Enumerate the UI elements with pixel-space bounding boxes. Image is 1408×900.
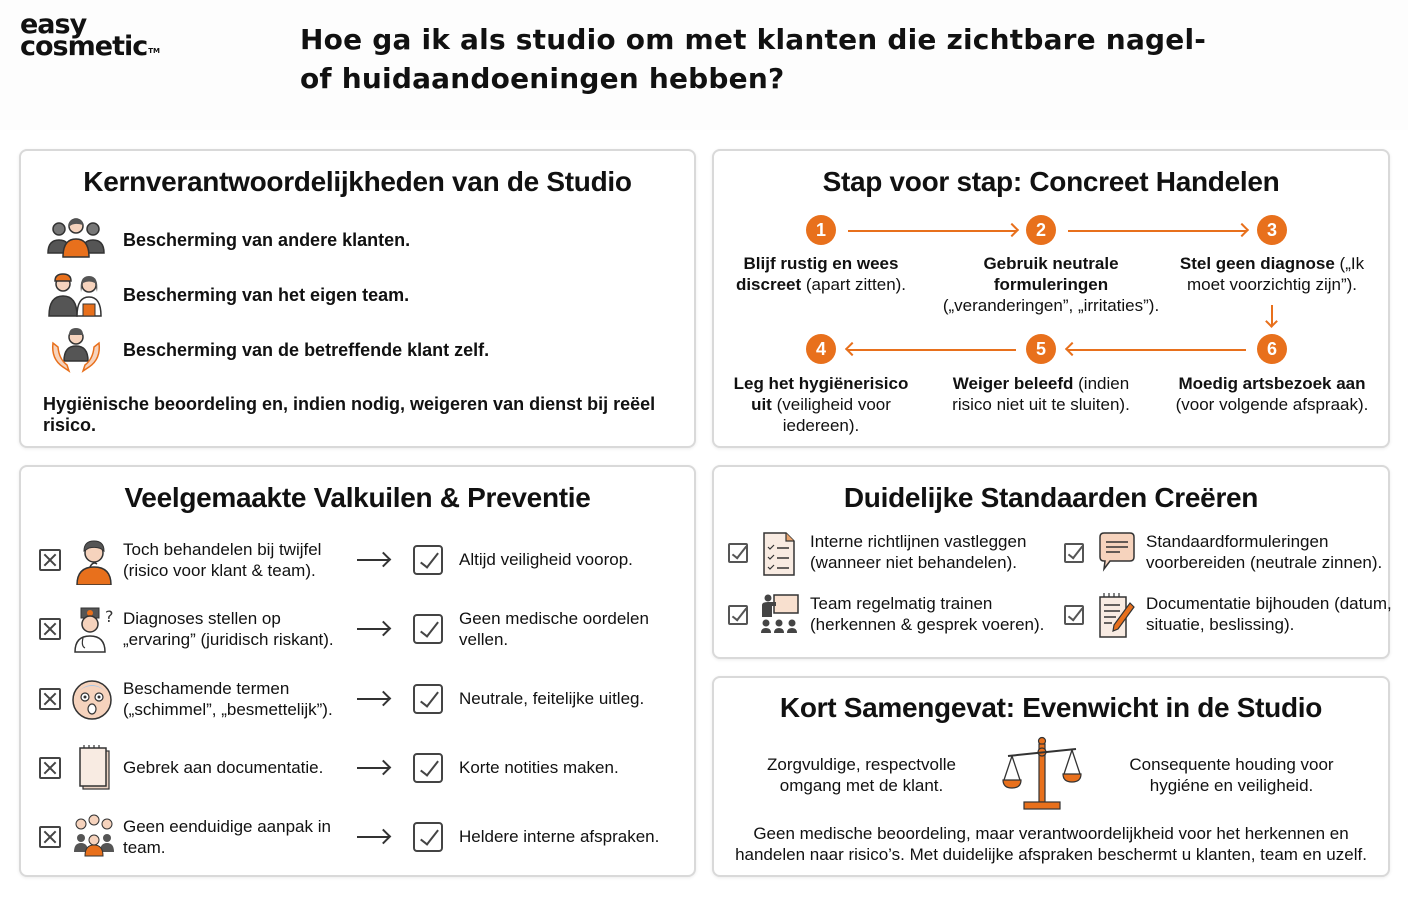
step-bold: Gebruik neutrale formuleringen — [983, 254, 1119, 294]
card-summary — [712, 676, 1390, 877]
checkbox-checked-icon — [728, 605, 748, 625]
step-detail: („veranderingen”, „irritaties”). — [942, 296, 1160, 315]
x-box-icon — [39, 549, 61, 571]
arrow-right-icon — [357, 559, 389, 561]
responsibility-label: Bescherming van andere klanten. — [123, 229, 411, 250]
arrow-left-icon — [1068, 349, 1246, 351]
speech-bubble-icon — [1096, 531, 1136, 577]
page-title: Hoe ga ik als studio om met klanten die zichtbare nagel- of huidaandoeningen hebben? — [300, 23, 1207, 95]
page-header — [0, 0, 1408, 130]
shocked-face-icon — [71, 676, 117, 724]
step-bold: Weiger beleefd — [952, 374, 1074, 393]
pitfall-text: Beschamende termen („schimmel”, „besmettelijk”). — [123, 679, 333, 719]
summary-footer-text: Geen medische beoordeling, maar verantwoordelijkheid voor het herkennen en handelen naar risico’s. Met duidelijke afspraken beschermt u klanten, team en uzelf. — [735, 824, 1367, 864]
group-people-icon — [45, 215, 107, 265]
pitfall-row — [37, 676, 677, 724]
responsibility-item — [45, 325, 489, 375]
card-clear-standards — [712, 465, 1390, 659]
x-box-icon — [39, 826, 61, 848]
card-title: Duidelijke Standaarden Creëren — [843, 482, 1259, 513]
notepad-pencil-icon — [1096, 593, 1136, 639]
step-text — [721, 373, 921, 436]
pitfall-text: Diagnoses stellen op „ervaring” (juridisch riskant). — [123, 609, 334, 649]
step-number-badge: 1 — [806, 215, 836, 245]
checkbox-checked-icon — [413, 545, 443, 575]
step-detail: (apart zitten). — [801, 275, 907, 294]
standard-item — [1064, 531, 1394, 581]
team-staff-icon — [45, 270, 107, 320]
x-box-icon — [39, 688, 61, 710]
doubtful-person-icon — [71, 537, 117, 585]
card-title: Veelgemaakte Valkuilen & Preventie — [124, 482, 591, 513]
step-text — [1162, 373, 1382, 415]
checkbox-checked-icon — [1064, 543, 1084, 563]
prevention-text: Altijd veiligheid voorop. — [459, 550, 633, 569]
card-title: Kort Samengevat: Evenwicht in de Studio — [779, 692, 1323, 723]
responsibility-summary: Hygiënische beoordeling en, indien nodig, weigeren van dienst bij reëel risico. — [43, 394, 656, 435]
checkbox-checked-icon — [413, 684, 443, 714]
step-number-badge: 2 — [1026, 215, 1056, 245]
step-text — [941, 373, 1141, 415]
step-bold: Stel geen diagnose — [1179, 254, 1335, 273]
step-detail: (veiligheid voor iedereen). — [771, 395, 891, 435]
card-core-responsibilities — [19, 149, 696, 448]
card-title: Stap voor stap: Concreet Handelen — [822, 166, 1280, 197]
prevention-text: Heldere interne afspraken. — [459, 827, 660, 846]
pitfall-text: Toch behandelen bij twijfel (risico voor klant & team). — [123, 540, 322, 580]
checklist-document-icon — [760, 531, 800, 577]
logo-line-2 — [20, 31, 160, 62]
responsibility-item — [45, 215, 410, 265]
x-box-icon — [39, 757, 61, 779]
step-bold: Blijf rustig en wees discreet — [735, 254, 899, 294]
card-step-by-step — [712, 149, 1390, 448]
checkbox-checked-icon — [413, 822, 443, 852]
arrow-right-icon — [1068, 230, 1246, 232]
card-title: Kernverantwoordelijkheden van de Studio — [83, 166, 632, 197]
responsibility-label: Bescherming van de betreffende klant zelf. — [123, 339, 490, 360]
logo-line-1: easy — [20, 9, 87, 40]
checkbox-checked-icon — [728, 543, 748, 563]
pitfall-row — [37, 745, 677, 793]
pitfall-row — [37, 814, 677, 862]
svg-text:?: ? — [105, 607, 114, 626]
pitfall-text: Geen eenduidige aanpak in team. — [123, 817, 331, 857]
standard-text: Standaardformuleringen voorbereiden (neutrale zinnen). — [1146, 532, 1383, 572]
checkbox-checked-icon — [413, 753, 443, 783]
blank-notepad-icon — [71, 745, 117, 793]
arrow-left-icon — [848, 349, 1016, 351]
checkbox-checked-icon — [413, 614, 443, 644]
step-detail: („Ik moet voorzichtig zijn”). — [1186, 254, 1365, 294]
pitfall-text: Gebrek aan documentatie. — [123, 758, 324, 777]
balance-scale-icon — [1002, 736, 1082, 812]
step-text — [721, 253, 921, 295]
easycosmetic-logo — [20, 9, 160, 62]
standard-item — [1064, 593, 1394, 643]
standard-text: Documentatie bijhouden (datum, situatie, beslissing). — [1146, 594, 1392, 634]
summary-right-text: Consequente houding voor hygiéne en veiligheid. — [1129, 755, 1334, 795]
protected-client-hands-icon — [45, 325, 107, 375]
step-number-badge: 5 — [1026, 334, 1056, 364]
summary-left-text: Zorgvuldige, respectvolle omgang met de klant. — [767, 755, 956, 795]
step-bold: Moedig artsbezoek aan — [1178, 374, 1366, 393]
step-bold: Leg het hygiënerisico uit — [733, 374, 909, 414]
standard-text: Team regelmatig trainen (herkennen & gesprek voeren). — [810, 594, 1045, 634]
prevention-text: Neutrale, feitelijke uitleg. — [459, 689, 645, 708]
training-presentation-icon — [760, 593, 800, 639]
logo-word: cosmetic — [20, 31, 148, 62]
arrow-right-icon — [357, 698, 389, 700]
standard-text: Interne richtlijnen vastleggen (wanneer niet behandelen). — [810, 532, 1027, 572]
pitfall-row — [37, 606, 677, 654]
arrow-down-icon — [1271, 305, 1273, 325]
confused-team-icon — [71, 814, 117, 862]
checkbox-checked-icon — [1064, 605, 1084, 625]
x-box-icon — [39, 618, 61, 640]
card-pitfalls-prevention — [19, 465, 696, 877]
step-number-badge: 6 — [1257, 334, 1287, 364]
standard-item — [728, 531, 1058, 581]
responsibility-label: Bescherming van het eigen team. — [123, 284, 410, 305]
standard-item — [728, 593, 1058, 643]
step-detail: (indien risico niet uit te sluiten). — [952, 374, 1130, 414]
step-text — [931, 253, 1171, 316]
trademark-mark: TM — [148, 47, 160, 55]
prevention-text: Geen medische oordelen vellen. — [459, 609, 649, 649]
arrow-right-icon — [848, 230, 1016, 232]
arrow-right-icon — [357, 628, 389, 630]
pitfall-row — [37, 537, 677, 585]
step-number-badge: 4 — [806, 334, 836, 364]
step-detail: (voor volgende afspraak). — [1175, 395, 1369, 414]
arrow-right-icon — [357, 767, 389, 769]
step-text — [1162, 253, 1382, 295]
prevention-text: Korte notities maken. — [459, 758, 619, 777]
step-number-badge: 3 — [1257, 215, 1287, 245]
responsibility-item — [45, 270, 409, 320]
doctor-question-icon — [71, 606, 117, 654]
arrow-right-icon — [357, 836, 389, 838]
